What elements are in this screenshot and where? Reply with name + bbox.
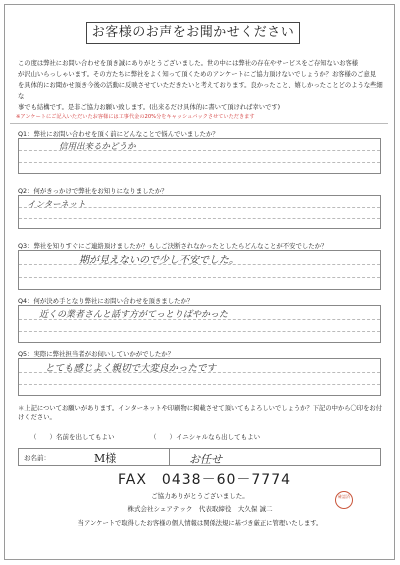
intro-line: が沢山いらっしゃいます。その方たちに弊社をよく知って頂くためのアンケートにご協力頂けないでしょうか？お客様のご意見 bbox=[18, 71, 377, 78]
intro-text bbox=[18, 58, 384, 113]
divider bbox=[10, 123, 388, 124]
question-4-answer-box[interactable] bbox=[18, 305, 381, 343]
page-title: お客様のお声をお聞かせください bbox=[86, 22, 300, 44]
question-5-answer: とても感じよく親切で大変良かったです bbox=[45, 363, 217, 374]
answer-guide-line bbox=[19, 277, 380, 278]
answer-guide-line bbox=[19, 162, 380, 163]
question-2-label: Q2：何がきっかけで弊社をお知りになりましたか？ bbox=[18, 187, 168, 195]
question-3-answer: 期が見えないので少し不安でした。 bbox=[79, 255, 239, 266]
intro-line: この度は弊社にお問い合わせを頂き誠にありがとうございました。世の中には弊社の存在やサービスをご存知ないお客様 bbox=[18, 60, 359, 67]
question-5-label: Q5：実際に弊社担当者がお伺いしていかがでしたか？ bbox=[18, 350, 175, 358]
answer-guide-line bbox=[19, 218, 380, 219]
confirmation-stamp bbox=[335, 491, 353, 509]
question-5-answer-box[interactable] bbox=[18, 358, 381, 396]
intro-line: を具体的にお聞かせ頂き今後の活動に反映させていただきたいと考えております。良かったこと、嬉しかったことどのような些細な bbox=[18, 82, 383, 100]
answer-guide-line bbox=[19, 331, 380, 332]
question-1-answer: 信用出来るかどうか bbox=[59, 142, 136, 152]
question-2-answer-box[interactable] bbox=[18, 195, 381, 229]
question-1-label: Q1：弊社にお問い合わせを頂く前にどんなことで悩んでいましたか？ bbox=[18, 130, 219, 138]
thanks-text: ご協力ありがとうございました。 bbox=[151, 492, 249, 500]
option-initials-only[interactable]: （ ）イニシャルなら出してもよい bbox=[150, 433, 261, 441]
field-divider bbox=[169, 449, 170, 465]
handwritten-note: お任せ bbox=[189, 453, 222, 466]
question-4-label: Q4：何が決め手となり弊社にお問い合わせを頂きましたか？ bbox=[18, 297, 194, 305]
question-3-answer-box[interactable] bbox=[18, 250, 381, 290]
intro-line: 事でも結構です。是非ご協力お願い致します。(出来るだけ具体的に書いて頂ければ幸いです) bbox=[18, 104, 281, 111]
stamp-label: 確認済 bbox=[338, 494, 350, 499]
company-info: 株式会社シェアテック 代表取締役 大久保 誠二 bbox=[127, 505, 273, 513]
customer-name: M様 bbox=[94, 452, 117, 465]
name-label: お名前： bbox=[24, 454, 50, 462]
question-3-label: Q3：弊社を知りすぐにご連絡頂けましたか？もしご決断されなかったとしたらどんなことが不安でしたか？ bbox=[18, 242, 328, 250]
cashback-note: ※アンケートにご記入いただいたお客様には工事代金の20%分をキャッシュバックさせていただきます bbox=[16, 114, 255, 120]
question-2-answer: インターネット bbox=[27, 200, 86, 210]
option-show-name[interactable]: （ ）名前を出してもよい bbox=[30, 433, 115, 441]
name-field[interactable] bbox=[18, 448, 381, 466]
answer-guide-line bbox=[19, 384, 380, 385]
question-4-answer: 近くの業者さんと話す方がてっとりばやかった bbox=[39, 310, 229, 320]
permission-request: ＊上記についてお願いがあります。インターネットや印刷物に掲載させて頂いてもよろしいでしょうか？下記の中から〇印をお付けください。 bbox=[18, 405, 383, 421]
fax-number: FAX 0438－60－7774 bbox=[118, 472, 292, 488]
privacy-notice: 当アンケートで取得したお客様の個人情報は関係法規に基づき厳正に管理いたします。 bbox=[77, 520, 323, 527]
question-1-answer-box[interactable] bbox=[18, 138, 381, 174]
